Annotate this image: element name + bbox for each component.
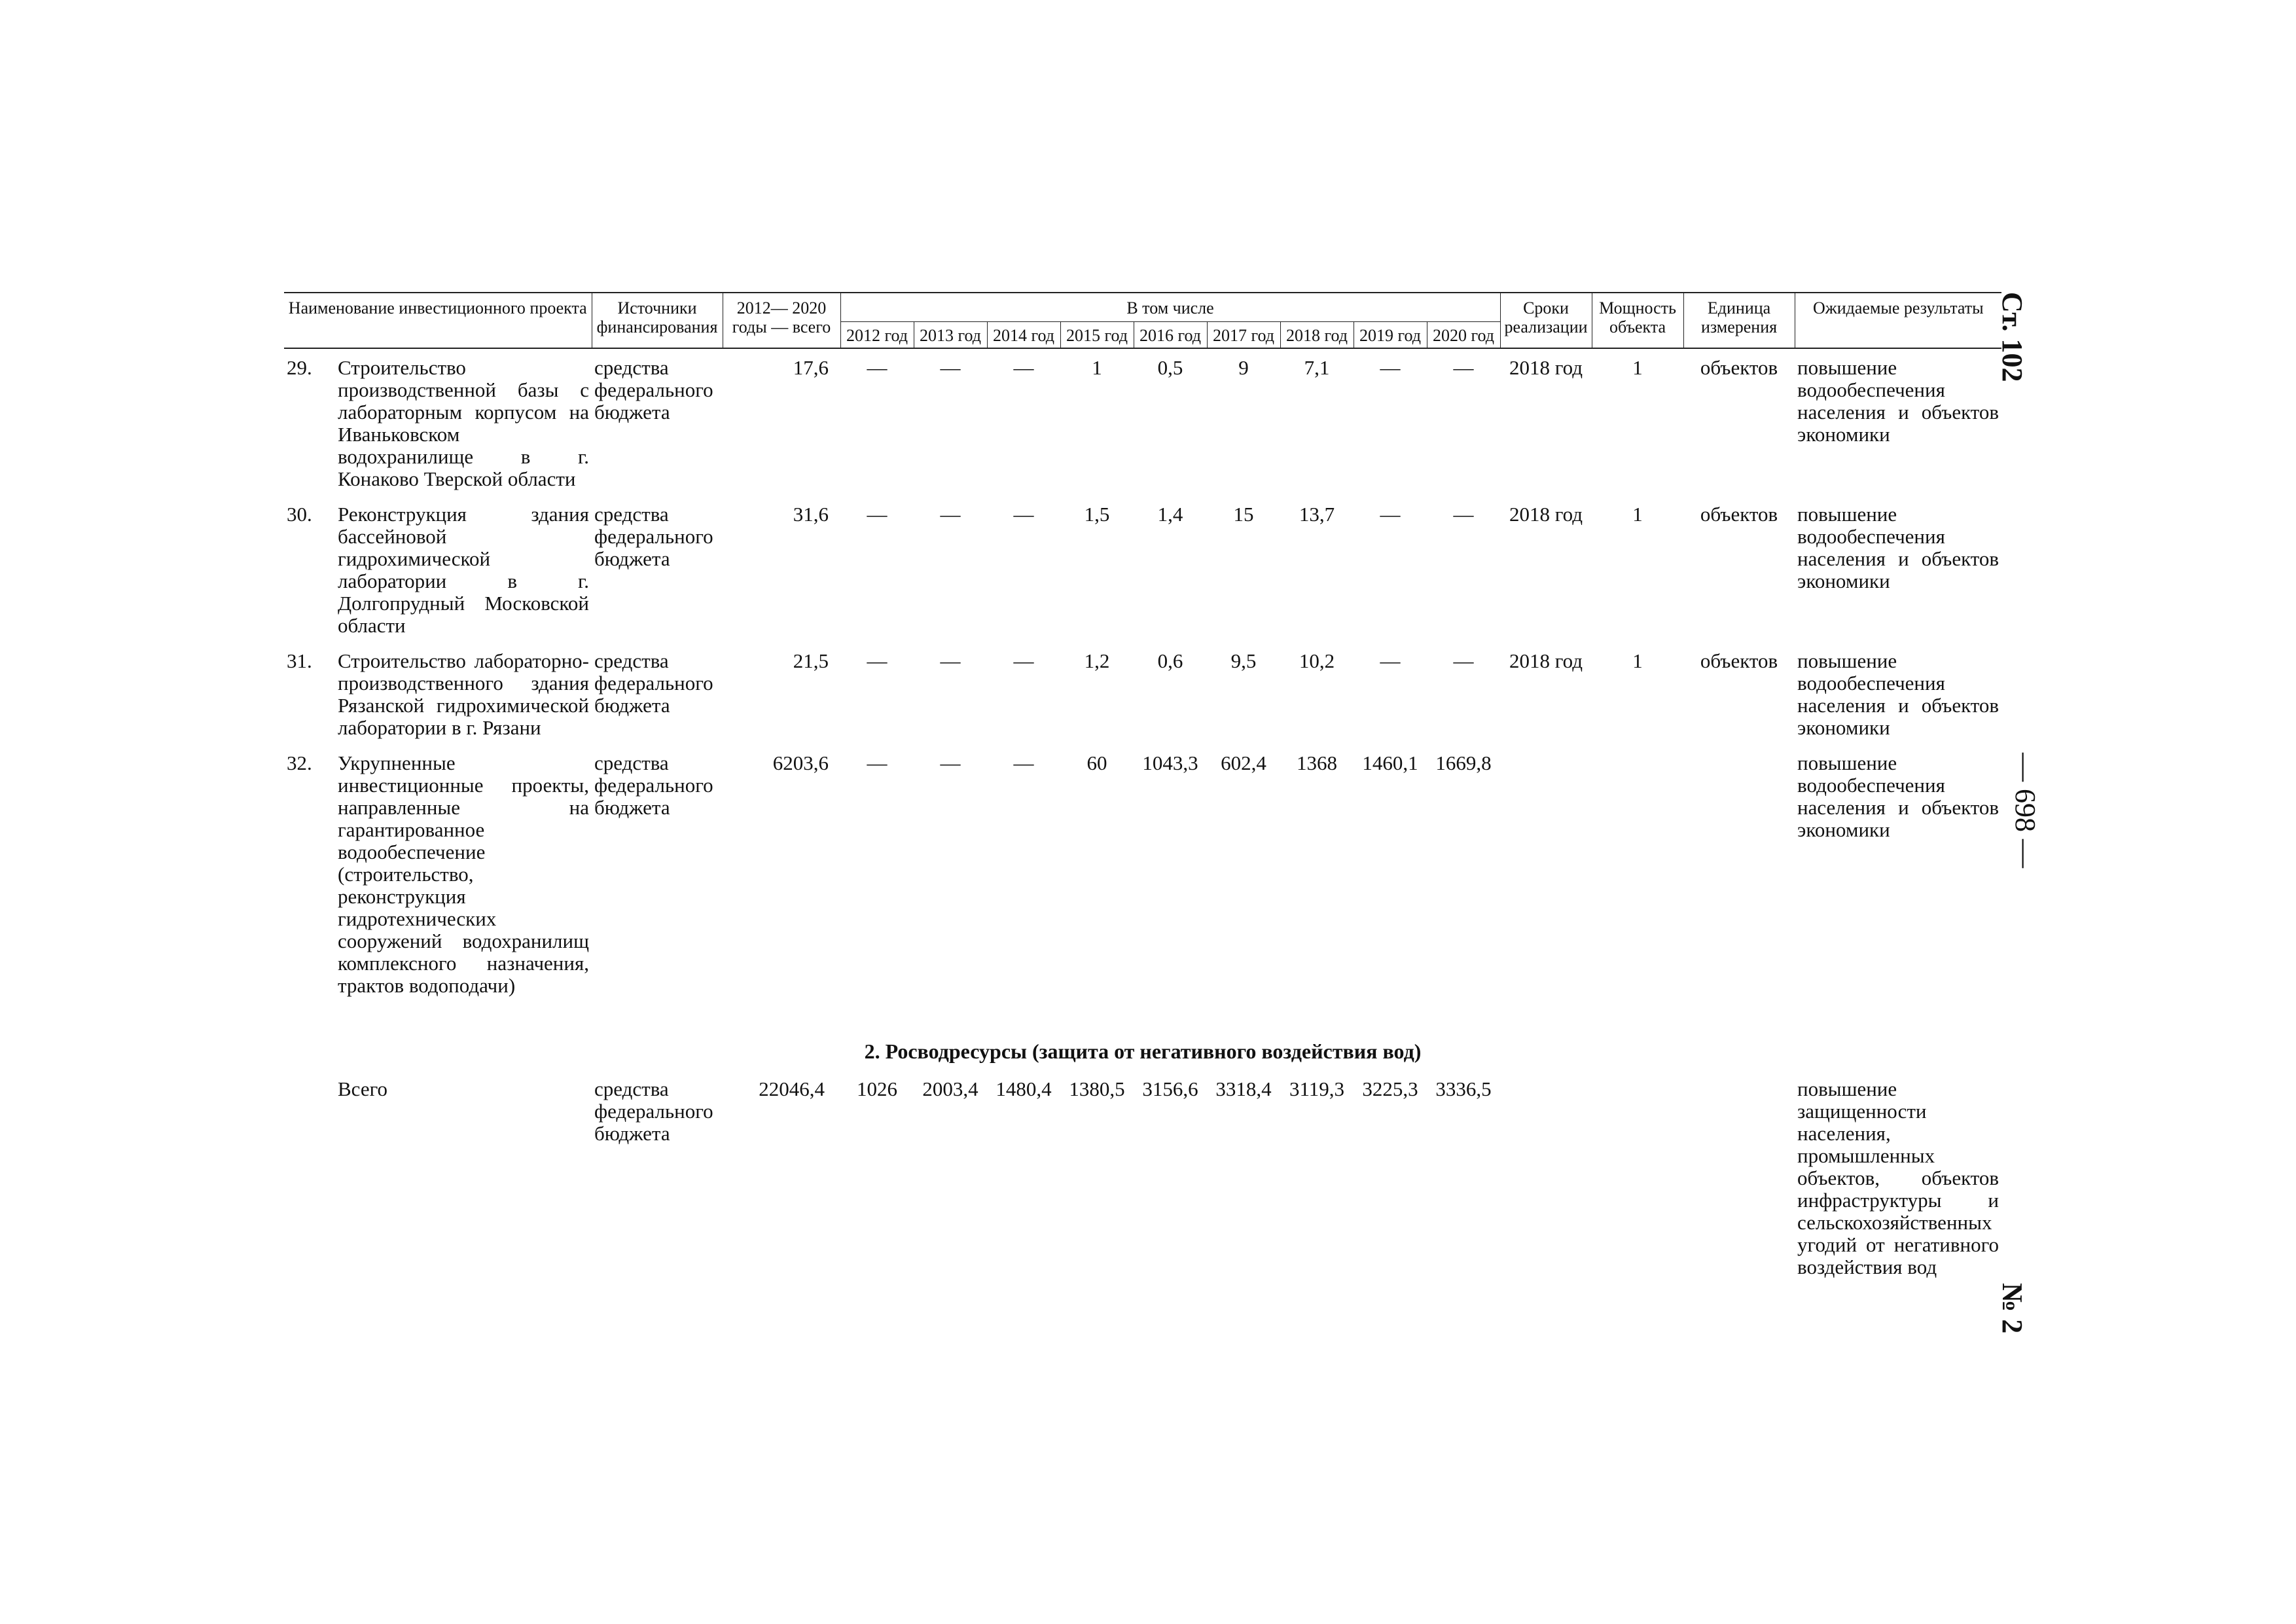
page-number: — 698 — bbox=[2009, 753, 2041, 868]
year-value: — bbox=[940, 649, 961, 672]
year-value: 1,5 bbox=[1084, 503, 1110, 526]
year-value: 60 bbox=[1086, 751, 1107, 774]
year-value: — bbox=[1013, 649, 1034, 672]
year-value: — bbox=[940, 751, 961, 774]
header-period: Сроки реализации bbox=[1500, 293, 1592, 348]
year-value: 1 bbox=[1092, 356, 1102, 379]
project-name-cell bbox=[284, 348, 592, 496]
issue-number: № 2 bbox=[1996, 1283, 2028, 1334]
table-row bbox=[284, 496, 2001, 642]
year-value: 3318,4 bbox=[1215, 1077, 1272, 1100]
header-year: 2019 год bbox=[1354, 322, 1427, 349]
year-value: 1368 bbox=[1297, 751, 1337, 774]
project-name-cell bbox=[284, 642, 592, 744]
expected-results: повышение водообеспечения населения и объектов экономики bbox=[1797, 356, 2000, 446]
year-value: 3156,6 bbox=[1142, 1077, 1198, 1100]
row-number: 29. bbox=[287, 356, 312, 379]
funding-source: средства федерального бюджета bbox=[594, 1077, 713, 1145]
header-results: Ожидаемые результаты bbox=[1795, 293, 2001, 348]
year-value: 10,2 bbox=[1299, 649, 1335, 672]
project-name: Строительство лабораторно-производственного здания Рязанской гидрохимической лаборатории в г. Рязани bbox=[338, 649, 589, 739]
year-value: — bbox=[1453, 649, 1474, 672]
header-year: 2018 год bbox=[1280, 322, 1354, 349]
year-value: — bbox=[1453, 503, 1474, 526]
year-value: — bbox=[867, 751, 888, 774]
year-value: 9 bbox=[1238, 356, 1249, 379]
year-value: 9,5 bbox=[1230, 649, 1257, 672]
period-value bbox=[1500, 744, 1592, 1002]
row-number: 31. bbox=[287, 649, 312, 672]
funding-source: средства федерального бюджета bbox=[594, 503, 713, 570]
table-row bbox=[284, 348, 2001, 496]
year-value: 1,2 bbox=[1084, 649, 1110, 672]
year-value: 2003,4 bbox=[922, 1077, 978, 1100]
year-value: — bbox=[940, 356, 961, 379]
table-row bbox=[284, 744, 2001, 1002]
project-name: Укрупненные инвестиционные проекты, направленные на гарантированное водообеспечение (строительство, реконструкция гидротехнических сооружений водохранилищ комплексного назначения, трактов водоподачи) bbox=[338, 751, 589, 997]
year-value: 7,1 bbox=[1304, 356, 1330, 379]
funding-source: средства федерального бюджета bbox=[594, 356, 713, 424]
year-value: — bbox=[867, 503, 888, 526]
header-capacity: Мощность объекта bbox=[1592, 293, 1683, 348]
header-year: 2020 год bbox=[1427, 322, 1500, 349]
total-label-cell bbox=[284, 1074, 592, 1278]
header-funding-source: Источники финансирования bbox=[592, 293, 723, 348]
total-value: 17,6 bbox=[793, 356, 829, 379]
year-value: — bbox=[1013, 356, 1034, 379]
project-name: Реконструкция здания бассейновой гидрохимической лаборатории в г. Долгопрудный Московской области bbox=[338, 503, 589, 637]
year-value: — bbox=[940, 503, 961, 526]
expected-results: повышение защищенности населения, промышленных объектов, объектов инфраструктуры и сельскохозяйственных угодий от негативного воздействия вод bbox=[1797, 1077, 2000, 1278]
year-value: 1026 bbox=[857, 1077, 897, 1100]
year-value: 0,5 bbox=[1157, 356, 1183, 379]
capacity-value: 1 bbox=[1632, 356, 1643, 379]
header-year: 2014 год bbox=[987, 322, 1060, 349]
table-row bbox=[284, 642, 2001, 744]
year-value: — bbox=[1380, 356, 1401, 379]
row-number: 32. bbox=[287, 751, 312, 774]
funding-source: средства федерального бюджета bbox=[594, 649, 713, 717]
year-value: 1043,3 bbox=[1142, 751, 1198, 774]
unit-value: объектов bbox=[1700, 649, 1778, 672]
total-value: 21,5 bbox=[793, 649, 829, 672]
year-value: — bbox=[1380, 649, 1401, 672]
year-value: 1380,5 bbox=[1069, 1077, 1125, 1100]
header-including: В том числе bbox=[840, 293, 1500, 322]
expected-results: повышение водообеспечения населения и объектов экономики bbox=[1797, 649, 2000, 739]
row-number: 30. bbox=[287, 503, 312, 526]
year-value: 15 bbox=[1233, 503, 1254, 526]
year-value: 1,4 bbox=[1157, 503, 1183, 526]
year-value: — bbox=[1380, 503, 1401, 526]
year-value: — bbox=[1453, 356, 1474, 379]
year-value: 0,6 bbox=[1157, 649, 1183, 672]
project-name-cell bbox=[284, 496, 592, 642]
header-year: 2015 год bbox=[1060, 322, 1134, 349]
year-value: 3336,5 bbox=[1435, 1077, 1492, 1100]
period-value: 2018 год bbox=[1509, 503, 1583, 526]
unit-value bbox=[1683, 744, 1795, 1002]
funding-source: средства федерального бюджета bbox=[594, 751, 713, 819]
period-value: 2018 год bbox=[1509, 356, 1583, 379]
total-value: 22046,4 bbox=[759, 1077, 825, 1100]
capacity-value: 1 bbox=[1632, 649, 1643, 672]
year-value: 1669,8 bbox=[1435, 751, 1492, 774]
year-value: — bbox=[867, 649, 888, 672]
total-label: Всего bbox=[338, 1077, 388, 1100]
header-year: 2013 год bbox=[914, 322, 987, 349]
header-project-name: Наименование инвестиционного проекта bbox=[284, 293, 592, 348]
year-value: 3225,3 bbox=[1362, 1077, 1418, 1100]
year-value: — bbox=[1013, 503, 1034, 526]
capacity-value bbox=[1592, 744, 1683, 1002]
year-value: 1480,4 bbox=[996, 1077, 1052, 1100]
header-year: 2016 год bbox=[1134, 322, 1207, 349]
section-title: 2. Росводресурсы (защита от негативного воздействия вод) bbox=[864, 1039, 1422, 1063]
year-value: 13,7 bbox=[1299, 503, 1335, 526]
expected-results: повышение водообеспечения населения и объектов экономики bbox=[1797, 503, 2000, 592]
investment-table bbox=[284, 292, 2001, 1278]
header-total: 2012— 2020 годы — всего bbox=[723, 293, 840, 348]
project-name: Строительство производственной базы с лабораторным корпусом на Иваньковском водохранилище в г. Конаково Тверской области bbox=[338, 356, 589, 490]
project-name-cell bbox=[284, 744, 592, 1002]
header-year: 2012 год bbox=[840, 322, 914, 349]
total-value: 31,6 bbox=[793, 503, 829, 526]
capacity-value: 1 bbox=[1632, 503, 1643, 526]
year-value: 602,4 bbox=[1221, 751, 1266, 774]
total-value: 6203,6 bbox=[772, 751, 829, 774]
year-value: — bbox=[1013, 751, 1034, 774]
unit-value: объектов bbox=[1700, 356, 1778, 379]
header-year: 2017 год bbox=[1207, 322, 1280, 349]
year-value: 3119,3 bbox=[1289, 1077, 1345, 1100]
period-value: 2018 год bbox=[1509, 649, 1583, 672]
header-unit: Единица измерения bbox=[1683, 293, 1795, 348]
expected-results: повышение водообеспечения населения и объектов экономики bbox=[1797, 751, 2000, 841]
year-value: 1460,1 bbox=[1362, 751, 1418, 774]
section-row bbox=[284, 1002, 2001, 1074]
total-row bbox=[284, 1074, 2001, 1278]
year-value: — bbox=[867, 356, 888, 379]
unit-value: объектов bbox=[1700, 503, 1778, 526]
article-number: Ст. 102 bbox=[1996, 292, 2028, 382]
